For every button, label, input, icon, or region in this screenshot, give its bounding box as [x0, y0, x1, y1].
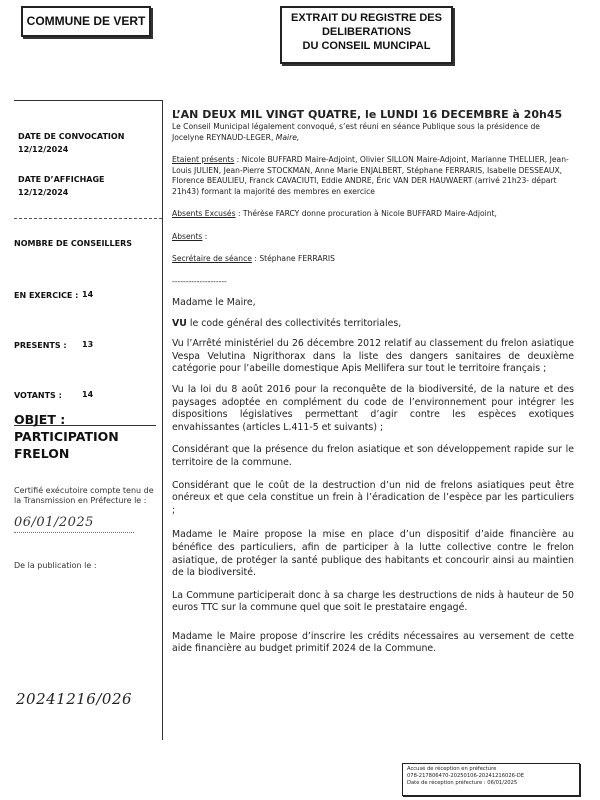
vu-loi-paragraph: Vu la loi du 8 août 2016 pour la reconquête de la biodiversité, de la nature et des paysages adoptée en complément du code de l’environnement pour intégrer les dispositions législatives permettant d’agir contre les espèces exotiques envahissantes (articles L.411-5 et suivants) ; — [172, 383, 574, 433]
sidebar-dashed-rule — [14, 218, 162, 219]
deliberation-reference: 20241216/026 — [16, 690, 133, 708]
presents-paragraph — [172, 155, 574, 197]
session-heading: L’AN DEUX MIL VINGT QUATRE, le LUNDI 16 DECEMBRE à 20h45 — [172, 108, 563, 121]
absents-text: : — [202, 231, 208, 241]
deliberation-body — [172, 108, 574, 656]
presents-list: : Nicole BUFFARD Maire-Adjoint, Olivier SILLON Maire-Adjoint, Marianne THELLIER, Jean-Louis JULIEN, Jean-Pierre STOCKMAN, Anne Marie ENJALBERT, Stéphane FERRARIS, Isabelle DESSEAUX, Florence BEAULIEU, Franck CAVACIUTI, Eddie ANDRE, Éric VAN DER HAUWAERT (arrivé 21h23- départ 21h43) formant la majorité des membres en exercice — [172, 155, 569, 196]
extract-title-box — [280, 6, 453, 64]
convocation-label: DATE DE CONVOCATION — [18, 132, 125, 141]
participation-commune-paragraph: La Commune participerait donc à sa charge les destructions de nids à hauteur de 50 euros TTC sur la commune quel que soit le prestataire engagé. — [172, 589, 574, 614]
commune-box — [21, 6, 151, 37]
presents-value: 13 — [82, 340, 94, 349]
affichage-label: DATE D’AFFICHAGE — [18, 175, 105, 184]
separator: -------------------- — [172, 276, 227, 286]
conseillers-label: NOMBRE DE CONSEILLERS — [14, 239, 133, 248]
secretaire-heading: Secrétaire de séance — [172, 254, 252, 263]
vu-cgct-text: le code général des collectivités territoriales, — [186, 317, 402, 329]
objet-title — [14, 411, 164, 462]
vu-keyword: VU — [172, 317, 187, 329]
secretaire-paragraph — [172, 254, 574, 265]
receipt-line-2: 078-217806470-20250106-20241216026-DE — [407, 772, 525, 779]
extract-title-line-1: EXTRAIT DU REGISTRE DES — [291, 12, 442, 24]
excuses-paragraph — [172, 209, 574, 220]
vu-cgct-paragraph — [172, 318, 574, 331]
presents-label: PRESENTS : — [14, 341, 67, 350]
absents-paragraph — [172, 232, 574, 243]
excuses-heading: Absents Excusés — [172, 209, 236, 218]
address-paragraph: Madame le Maire, — [172, 297, 256, 308]
proposition-credits-paragraph: Madame le Maire propose d’inscrire les crédits nécessaires au versement de cette aide financière au budget primitif 2024 de la Commune. — [172, 630, 574, 655]
publication-label: De la publication le : — [14, 561, 97, 570]
extract-title-line-2: DELIBERATIONS — [321, 26, 412, 38]
secretaire-text: : Stéphane FERRARIS — [251, 254, 335, 263]
handdate-underline — [14, 532, 134, 533]
en-exercice-label: EN EXERCICE : — [14, 291, 79, 300]
proposition-aide-paragraph: Madame le Maire propose la mise en place d’un dispositif d’aide financière au bénéfice des particuliers, afin de participer à la lutte collective contre le frelon asiatique, de protéger la santé publique des habitants et concourir ainsi au maintien de la biodiversité. — [172, 529, 574, 579]
certifie-executoire — [14, 486, 164, 506]
affichage-date: 12/12/2024 — [18, 188, 69, 197]
convocation-date: 12/12/2024 — [18, 145, 69, 154]
receipt-line-3: Date de réception préfecture : 06/01/2025 — [407, 779, 518, 786]
intro-line-1: Le Conseil Municipal légalement convoqué, s’est réuni en séance Publique sous la présidence de — [172, 122, 540, 131]
votants-label: VOTANTS : — [14, 391, 62, 400]
considerant-cout-paragraph: Considérant que le coût de la destruction d’un nid de frelons asiatiques peut être onéreux et que cela constitue un frein à l’éradication de l’espèce par les particuliers ; — [172, 479, 574, 516]
excuses-text: : Thérèse FARCY donne procuration à Nicole BUFFARD Maire-Adjoint, — [235, 209, 497, 218]
votants-value: 14 — [82, 390, 94, 399]
commune-name: COMMUNE DE VERT — [26, 14, 146, 28]
receipt-line-1: Accusé de réception en préfecture — [407, 766, 497, 772]
president-name: Jocelyne REYNAUD-LEGER, — [172, 132, 276, 142]
objet-line-1: OBJET : PARTICIPATION — [14, 412, 119, 444]
objet-line-2: FRELON — [14, 446, 70, 461]
prefecture-receipt-stamp — [402, 763, 580, 796]
presents-heading: Etaient présents — [172, 155, 235, 164]
certifie-line-1: Certifié exécutoire compte tenu de — [14, 486, 154, 495]
president-title: Maire, — [275, 132, 300, 142]
intro-line-2 — [172, 133, 574, 144]
sidebar-top-rule — [14, 100, 162, 101]
considerant-presence-paragraph: Considérant que la présence du frelon asiatique et son développement rapide sur le territoire de la commune. — [172, 444, 574, 468]
extract-title-line-3: DU CONSEIL MUNCIPAL — [302, 40, 431, 52]
handwritten-date: 06/01/2025 — [14, 515, 94, 530]
certifie-line-2: la Transmission en Préfecture le : — [14, 496, 147, 505]
absents-heading: Absents — [172, 231, 203, 241]
vu-arrete-paragraph: Vu l’Arrêté ministériel du 26 décembre 2012 relatif au classement du frelon asiatique Vespa Velutina Nigrithorax dans la liste des dangers sanitaires de deuxième catégorie pour l’abeille domestique Apis Mellifera sur tout le territoire français ; — [172, 338, 574, 375]
en-exercice-value: 14 — [82, 290, 94, 299]
